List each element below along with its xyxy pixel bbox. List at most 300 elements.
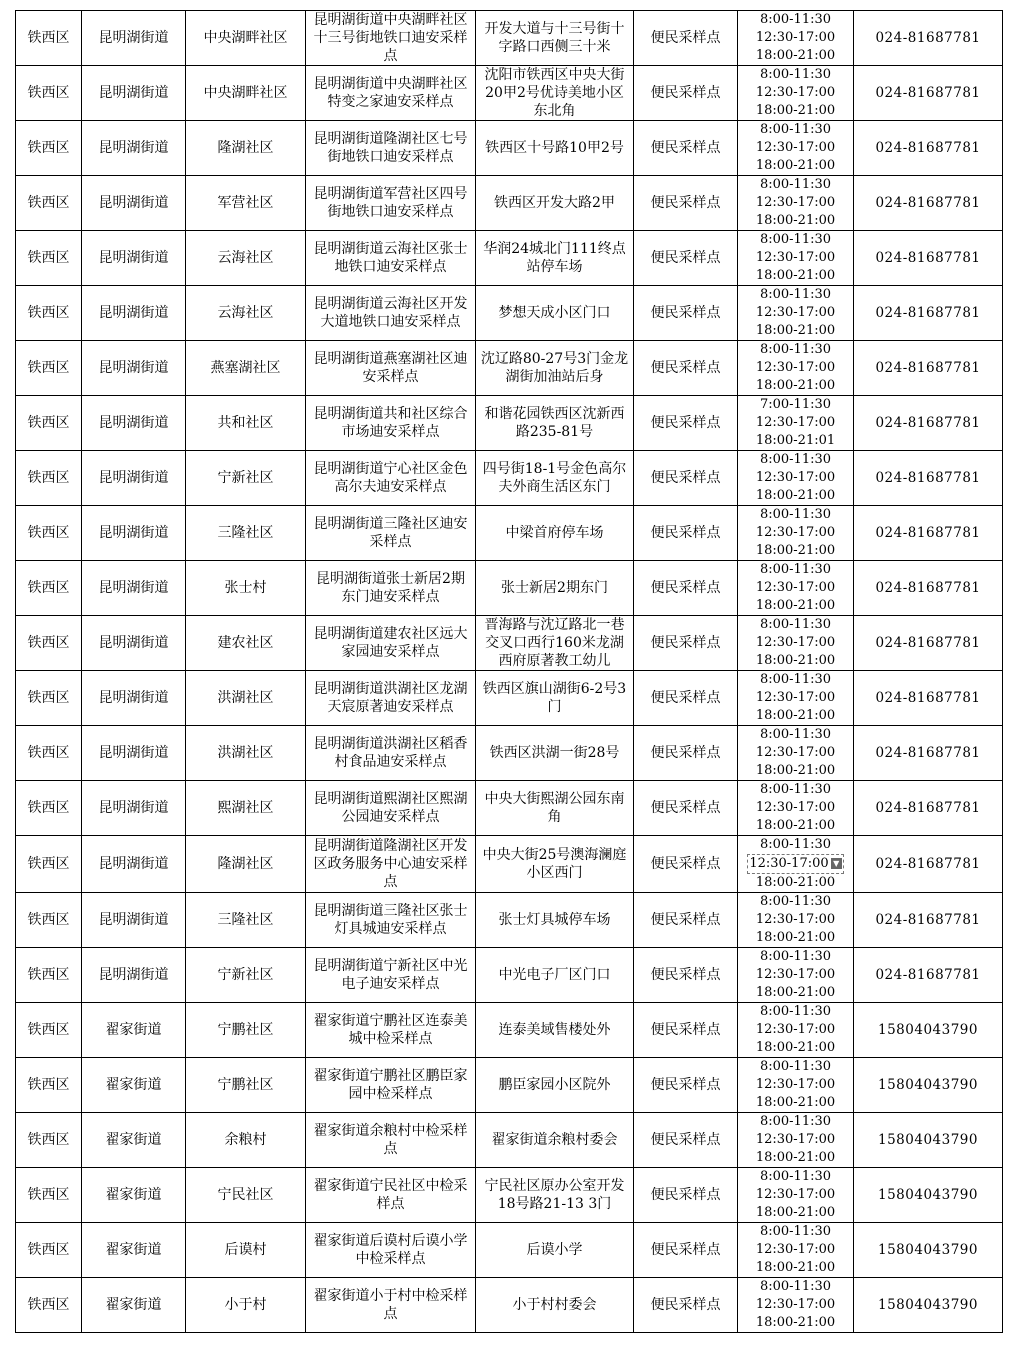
address-cell — [476, 341, 634, 396]
district-cell — [16, 1278, 82, 1333]
table-row — [16, 506, 1003, 561]
district-cell — [16, 66, 82, 121]
site-name-cell-text: 昆明湖街道熙湖社区熙湖公园迪安采样点 — [313, 791, 468, 825]
hours-line: 8:00-11:30 — [759, 1004, 832, 1019]
phone-cell: 024-81687781 — [854, 231, 1003, 286]
district-cell — [16, 1168, 82, 1223]
street-cell — [82, 286, 186, 341]
table-row — [16, 948, 1003, 1003]
district-cell — [16, 396, 82, 451]
hours-line: 8:00-11:30 — [759, 177, 832, 192]
district-cell-text: 铁西区 — [27, 140, 70, 156]
district-cell — [16, 1113, 82, 1168]
site-type-cell — [634, 836, 738, 893]
hours-cell — [738, 176, 854, 231]
address-cell-text: 宁民社区原办公室开发18号路21-13 3门 — [484, 1178, 625, 1212]
site-name-cell-text: 翟家街道后谟村后谟小学中检采样点 — [313, 1233, 468, 1267]
community-cell — [186, 1113, 306, 1168]
phone-cell: 024-81687781 — [854, 671, 1003, 726]
community-cell-text: 宁鹏社区 — [217, 1022, 274, 1038]
site-type-cell-text: 便民采样点 — [650, 140, 721, 156]
district-cell — [16, 781, 82, 836]
site-name-cell-text: 翟家街道宁民社区中检采样点 — [313, 1178, 468, 1212]
phone-cell: 024-81687781 — [854, 836, 1003, 893]
site-type-cell — [634, 1058, 738, 1113]
site-name-cell-text: 昆明湖街道三隆社区迪安采样点 — [313, 516, 468, 550]
district-cell — [16, 948, 82, 1003]
community-cell-text: 洪湖社区 — [217, 690, 274, 706]
hours-cell — [738, 1278, 854, 1333]
address-cell-text: 铁西区十号路10甲2号 — [485, 140, 624, 156]
address-cell-text: 沈辽路80-27号3门金龙湖街加油站后身 — [480, 351, 629, 385]
hours-line: 8:00-11:30 — [759, 287, 832, 302]
district-cell-text: 铁西区 — [27, 525, 70, 541]
hours-cell — [738, 893, 854, 948]
hours-cell — [738, 121, 854, 176]
community-cell-text: 云海社区 — [217, 305, 274, 321]
street-cell-text: 昆明湖街道 — [98, 856, 169, 872]
site-type-cell-text: 便民采样点 — [650, 1077, 721, 1093]
community-cell-text: 洪湖社区 — [217, 745, 274, 761]
site-type-cell — [634, 176, 738, 231]
hours-line: 8:00-11:30 — [759, 617, 832, 632]
street-cell — [82, 561, 186, 616]
street-cell-text: 翟家街道 — [105, 1022, 162, 1038]
phone-cell: 024-81687781 — [854, 286, 1003, 341]
address-cell — [476, 1223, 634, 1278]
hours-cell — [738, 1168, 854, 1223]
street-cell-text: 昆明湖街道 — [98, 140, 169, 156]
hours-line: 12:30-17:00 — [755, 415, 836, 430]
district-cell — [16, 671, 82, 726]
address-cell — [476, 451, 634, 506]
chevron-down-icon[interactable]: ▼ — [831, 858, 842, 869]
community-cell-text: 燕塞湖社区 — [210, 360, 281, 376]
address-cell-text: 中光电子厂区门口 — [498, 967, 611, 983]
street-cell — [82, 121, 186, 176]
hours-line: 18:00-21:00 — [755, 323, 836, 338]
table-row — [16, 561, 1003, 616]
hours-cell — [738, 616, 854, 671]
site-name-cell — [306, 11, 476, 66]
hours-cell — [738, 1223, 854, 1278]
community-cell-text: 小于村 — [224, 1297, 267, 1313]
phone-cell: 024-81687781 — [854, 66, 1003, 121]
address-cell-text: 鹏臣家园小区院外 — [498, 1077, 611, 1093]
site-name-cell — [306, 671, 476, 726]
site-name-cell-text: 昆明湖街道三隆社区张士灯具城迪安采样点 — [313, 903, 468, 937]
address-cell-text: 铁西区旗山湖街6-2号3门 — [482, 681, 627, 715]
district-cell — [16, 451, 82, 506]
site-type-cell — [634, 893, 738, 948]
street-cell — [82, 506, 186, 561]
hours-cell — [738, 231, 854, 286]
community-cell-text: 隆湖社区 — [217, 856, 274, 872]
community-cell — [186, 231, 306, 286]
site-name-cell-text: 昆明湖街道宁心社区金色高尔夫迪安采样点 — [313, 461, 468, 495]
address-cell — [476, 1278, 634, 1333]
site-type-cell — [634, 1278, 738, 1333]
site-name-cell — [306, 616, 476, 671]
district-cell-text: 铁西区 — [27, 967, 70, 983]
community-cell-text: 建农社区 — [217, 635, 274, 651]
site-name-cell — [306, 1278, 476, 1333]
site-name-cell — [306, 231, 476, 286]
street-cell — [82, 671, 186, 726]
table-row — [16, 451, 1003, 506]
site-name-cell — [306, 66, 476, 121]
hours-cell — [738, 948, 854, 1003]
site-name-cell-text: 昆明湖街道共和社区综合市场迪安采样点 — [313, 406, 468, 440]
site-type-cell — [634, 11, 738, 66]
street-cell — [82, 1058, 186, 1113]
site-name-cell-text: 昆明湖街道洪湖社区稻香村食品迪安采样点 — [313, 736, 468, 770]
hours-line: 18:00-21:00 — [755, 48, 836, 63]
phone-cell: 024-81687781 — [854, 121, 1003, 176]
site-type-cell-text: 便民采样点 — [650, 30, 721, 46]
table-row — [16, 1168, 1003, 1223]
community-cell — [186, 781, 306, 836]
table-row — [16, 341, 1003, 396]
district-cell — [16, 1223, 82, 1278]
district-cell-text: 铁西区 — [27, 415, 70, 431]
site-type-cell-text: 便民采样点 — [650, 305, 721, 321]
site-name-cell — [306, 561, 476, 616]
community-cell-text: 三隆社区 — [217, 525, 274, 541]
hours-line: 12:30-17:00 — [755, 1187, 836, 1202]
site-type-cell-text: 便民采样点 — [650, 1187, 721, 1203]
site-type-cell — [634, 66, 738, 121]
district-cell — [16, 726, 82, 781]
district-cell-text: 铁西区 — [27, 745, 70, 761]
address-cell-text: 四号街18-1号金色高尔夫外商生活区东门 — [482, 461, 627, 495]
address-cell-text: 中央大街25号澳海澜庭小区西门 — [482, 847, 627, 881]
hours-cell — [738, 671, 854, 726]
community-cell — [186, 341, 306, 396]
site-type-cell — [634, 341, 738, 396]
street-cell-text: 昆明湖街道 — [98, 470, 169, 486]
hours-line: 12:30-17:00 — [755, 470, 836, 485]
hours-line: 8:00-11:30 — [759, 672, 832, 687]
street-cell — [82, 231, 186, 286]
hours-line: 18:00-21:00 — [755, 985, 836, 1000]
street-cell-text: 昆明湖街道 — [98, 690, 169, 706]
address-cell — [476, 11, 634, 66]
community-cell — [186, 506, 306, 561]
community-cell — [186, 671, 306, 726]
street-cell — [82, 1113, 186, 1168]
phone-cell: 15804043790 — [854, 1223, 1003, 1278]
site-name-cell — [306, 1223, 476, 1278]
hours-line: 8:00-11:30 — [759, 122, 832, 137]
street-cell-text: 昆明湖街道 — [98, 415, 169, 431]
site-type-cell — [634, 121, 738, 176]
address-cell-text: 连泰美域售楼处外 — [498, 1022, 611, 1038]
site-name-cell-text: 昆明湖街道云海社区张士地铁口迪安采样点 — [313, 241, 468, 275]
address-cell — [476, 561, 634, 616]
hours-cell — [738, 286, 854, 341]
table-row — [16, 66, 1003, 121]
phone-cell: 024-81687781 — [854, 726, 1003, 781]
address-cell — [476, 176, 634, 231]
community-cell-text: 三隆社区 — [217, 912, 274, 928]
street-cell-text: 昆明湖街道 — [98, 967, 169, 983]
site-name-cell-text: 翟家街道宁鹏社区连泰美城中检采样点 — [313, 1013, 468, 1047]
district-cell-text: 铁西区 — [27, 360, 70, 376]
site-type-cell — [634, 396, 738, 451]
hours-line: 12:30-17:00 — [755, 85, 836, 100]
table-row — [16, 836, 1003, 893]
phone-cell: 15804043790 — [854, 1113, 1003, 1168]
site-type-cell-text: 便民采样点 — [650, 525, 721, 541]
address-cell — [476, 1168, 634, 1223]
address-cell-text: 小于村村委会 — [512, 1297, 597, 1313]
street-cell — [82, 1003, 186, 1058]
site-type-cell-text: 便民采样点 — [650, 250, 721, 266]
address-cell-text: 沈阳市铁西区中央大街20甲2号优诗美地小区东北角 — [484, 67, 625, 119]
hours-line: 12:30-17:00 — [755, 967, 836, 982]
site-name-cell — [306, 893, 476, 948]
address-cell — [476, 948, 634, 1003]
hours-line: 12:30-17:00 — [755, 1242, 836, 1257]
district-cell — [16, 286, 82, 341]
hours-line: 8:00-11:30 — [759, 67, 832, 82]
hours-line: 12:30-17:00 — [755, 1077, 836, 1092]
community-cell-text: 云海社区 — [217, 250, 274, 266]
site-type-cell — [634, 231, 738, 286]
hours-line: 18:00-21:00 — [755, 1095, 836, 1110]
community-cell — [186, 893, 306, 948]
site-type-cell-text: 便民采样点 — [650, 580, 721, 596]
street-cell-text: 昆明湖街道 — [98, 250, 169, 266]
address-cell — [476, 893, 634, 948]
hours-line: 12:30-17:00 — [755, 690, 836, 705]
hours-cell — [738, 66, 854, 121]
phone-cell: 024-81687781 — [854, 506, 1003, 561]
district-cell-text: 铁西区 — [27, 250, 70, 266]
street-cell — [82, 176, 186, 231]
district-cell — [16, 231, 82, 286]
community-cell — [186, 836, 306, 893]
address-cell — [476, 1113, 634, 1168]
address-cell — [476, 506, 634, 561]
district-cell — [16, 176, 82, 231]
community-cell — [186, 121, 306, 176]
hours-line: 12:30-17:00 — [755, 745, 836, 760]
table-row — [16, 121, 1003, 176]
district-cell-text: 铁西区 — [27, 580, 70, 596]
phone-cell: 15804043790 — [854, 1278, 1003, 1333]
hours-line: 18:00-21:00 — [755, 268, 836, 283]
street-cell-text: 昆明湖街道 — [98, 912, 169, 928]
phone-cell: 024-81687781 — [854, 616, 1003, 671]
site-name-cell-text: 昆明湖街道中央湖畔社区十三号街地铁口迪安采样点 — [313, 12, 468, 64]
hours-line: 18:00-21:00 — [755, 213, 836, 228]
site-type-cell-text: 便民采样点 — [650, 745, 721, 761]
address-cell — [476, 231, 634, 286]
table-body — [16, 11, 1003, 1333]
community-cell — [186, 176, 306, 231]
table-row — [16, 1113, 1003, 1168]
district-cell — [16, 561, 82, 616]
site-type-cell — [634, 726, 738, 781]
hours-line: 18:00-21:00 — [755, 598, 836, 613]
site-name-cell-text: 翟家街道余粮村中检采样点 — [313, 1123, 468, 1157]
site-type-cell-text: 便民采样点 — [650, 912, 721, 928]
community-cell-text: 后谟村 — [224, 1242, 267, 1258]
site-name-cell — [306, 176, 476, 231]
site-type-cell — [634, 506, 738, 561]
district-cell-text: 铁西区 — [27, 1077, 70, 1093]
table-row — [16, 671, 1003, 726]
site-name-cell-text: 昆明湖街道建农社区远大家园迪安采样点 — [313, 626, 468, 660]
district-cell — [16, 506, 82, 561]
phone-cell: 024-81687781 — [854, 893, 1003, 948]
hours-line: 8:00-11:30 — [759, 1169, 832, 1184]
community-cell-text: 熙湖社区 — [217, 800, 274, 816]
hours-cell — [738, 561, 854, 616]
site-name-cell-text: 昆明湖街道云海社区开发大道地铁口迪安采样点 — [313, 296, 468, 330]
street-cell — [82, 66, 186, 121]
community-cell — [186, 396, 306, 451]
site-type-cell-text: 便民采样点 — [650, 360, 721, 376]
site-type-cell-text: 便民采样点 — [650, 1022, 721, 1038]
site-name-cell — [306, 1003, 476, 1058]
community-cell — [186, 948, 306, 1003]
hours-line: 8:00-11:30 — [759, 727, 832, 742]
hours-line: 18:00-21:00 — [755, 1260, 836, 1275]
hours-dropdown[interactable] — [747, 854, 843, 874]
district-cell-text: 铁西区 — [27, 1022, 70, 1038]
hours-line: 12:30-17:00 — [755, 250, 836, 265]
hours-line: 18:00-21:00 — [755, 818, 836, 833]
address-cell — [476, 396, 634, 451]
site-name-cell-text: 昆明湖街道隆湖社区开发区政务服务中心迪安采样点 — [313, 838, 468, 890]
hours-line: 8:00-11:30 — [759, 837, 832, 852]
street-cell-text: 昆明湖街道 — [98, 635, 169, 651]
hours-line: 12:30-17:00 — [755, 525, 836, 540]
table-row — [16, 231, 1003, 286]
site-type-cell — [634, 451, 738, 506]
site-type-cell — [634, 286, 738, 341]
district-cell-text: 铁西区 — [27, 195, 70, 211]
street-cell — [82, 11, 186, 66]
community-cell — [186, 286, 306, 341]
site-name-cell — [306, 1058, 476, 1113]
district-cell — [16, 1058, 82, 1113]
street-cell-text: 昆明湖街道 — [98, 195, 169, 211]
sampling-sites-table — [15, 10, 1003, 1333]
site-name-cell — [306, 451, 476, 506]
hours-cell — [738, 11, 854, 66]
street-cell — [82, 451, 186, 506]
site-type-cell — [634, 948, 738, 1003]
table-row — [16, 1278, 1003, 1333]
address-cell — [476, 616, 634, 671]
hours-line: 8:00-11:30 — [759, 949, 832, 964]
street-cell-text: 昆明湖街道 — [98, 525, 169, 541]
site-name-cell-text: 昆明湖街道张士新居2期东门迪安采样点 — [316, 571, 465, 605]
community-cell — [186, 561, 306, 616]
site-type-cell — [634, 671, 738, 726]
table-row — [16, 893, 1003, 948]
address-cell-text: 晋海路与沈辽路北一巷交叉口西行160米龙湖西府原著教工幼儿 — [484, 617, 625, 669]
address-cell-text: 中梁首府停车场 — [505, 525, 604, 541]
table-row — [16, 396, 1003, 451]
hours-line: 8:00-11:30 — [759, 894, 832, 909]
hours-line: 12:30-17:00 — [755, 195, 836, 210]
community-cell-text: 宁新社区 — [217, 967, 274, 983]
hours-cell — [738, 1113, 854, 1168]
district-cell-text: 铁西区 — [27, 1242, 70, 1258]
street-cell-text: 翟家街道 — [105, 1242, 162, 1258]
hours-line: 8:00-11:30 — [759, 507, 832, 522]
phone-cell: 024-81687781 — [854, 451, 1003, 506]
community-cell-text: 隆湖社区 — [217, 140, 274, 156]
site-type-cell-text: 便民采样点 — [650, 195, 721, 211]
district-cell — [16, 11, 82, 66]
street-cell-text: 翟家街道 — [105, 1077, 162, 1093]
district-cell-text: 铁西区 — [27, 800, 70, 816]
hours-line: 18:00-21:00 — [755, 378, 836, 393]
street-cell-text: 翟家街道 — [105, 1187, 162, 1203]
site-type-cell-text: 便民采样点 — [650, 635, 721, 651]
site-name-cell — [306, 1113, 476, 1168]
community-cell-text: 宁新社区 — [217, 470, 274, 486]
site-type-cell-text: 便民采样点 — [650, 967, 721, 983]
street-cell-text: 昆明湖街道 — [98, 30, 169, 46]
table-row — [16, 1058, 1003, 1113]
phone-cell: 15804043790 — [854, 1058, 1003, 1113]
hours-line: 8:00-11:30 — [759, 452, 832, 467]
community-cell-text: 宁民社区 — [217, 1187, 274, 1203]
site-name-cell-text: 昆明湖街道隆湖社区七号街地铁口迪安采样点 — [313, 131, 468, 165]
street-cell — [82, 836, 186, 893]
street-cell-text: 翟家街道 — [105, 1132, 162, 1148]
site-type-cell — [634, 561, 738, 616]
district-cell-text: 铁西区 — [27, 635, 70, 651]
street-cell — [82, 781, 186, 836]
hours-line: 18:00-21:01 — [755, 433, 836, 448]
street-cell — [82, 1168, 186, 1223]
community-cell-text: 中央湖畔社区 — [203, 30, 288, 46]
site-name-cell — [306, 286, 476, 341]
site-type-cell — [634, 1223, 738, 1278]
hours-cell — [738, 836, 854, 893]
hours-cell — [738, 726, 854, 781]
hours-line: 8:00-11:30 — [759, 782, 832, 797]
hours-line: 8:00-11:30 — [759, 342, 832, 357]
address-cell-text: 开发大道与十三号街十字路口西侧三十米 — [484, 21, 625, 55]
site-name-cell — [306, 396, 476, 451]
hours-line: 12:30-17:00 — [755, 1297, 836, 1312]
site-name-cell-text: 翟家街道小于村中检采样点 — [313, 1288, 468, 1322]
community-cell — [186, 1278, 306, 1333]
district-cell-text: 铁西区 — [27, 30, 70, 46]
table-row — [16, 726, 1003, 781]
district-cell-text: 铁西区 — [27, 1187, 70, 1203]
address-cell-text: 张士灯具城停车场 — [498, 912, 611, 928]
hours-line — [740, 854, 851, 874]
site-name-cell — [306, 781, 476, 836]
site-name-cell-text: 昆明湖街道洪湖社区龙湖天宸原著迪安采样点 — [313, 681, 468, 715]
hours-line: 12:30-17:00 — [755, 305, 836, 320]
street-cell — [82, 726, 186, 781]
street-cell — [82, 893, 186, 948]
hours-line: 12:30-17:00 — [755, 635, 836, 650]
site-name-cell-text: 昆明湖街道军营社区四号街地铁口迪安采样点 — [313, 186, 468, 220]
hours-line: 12:30-17:00 — [755, 30, 836, 45]
